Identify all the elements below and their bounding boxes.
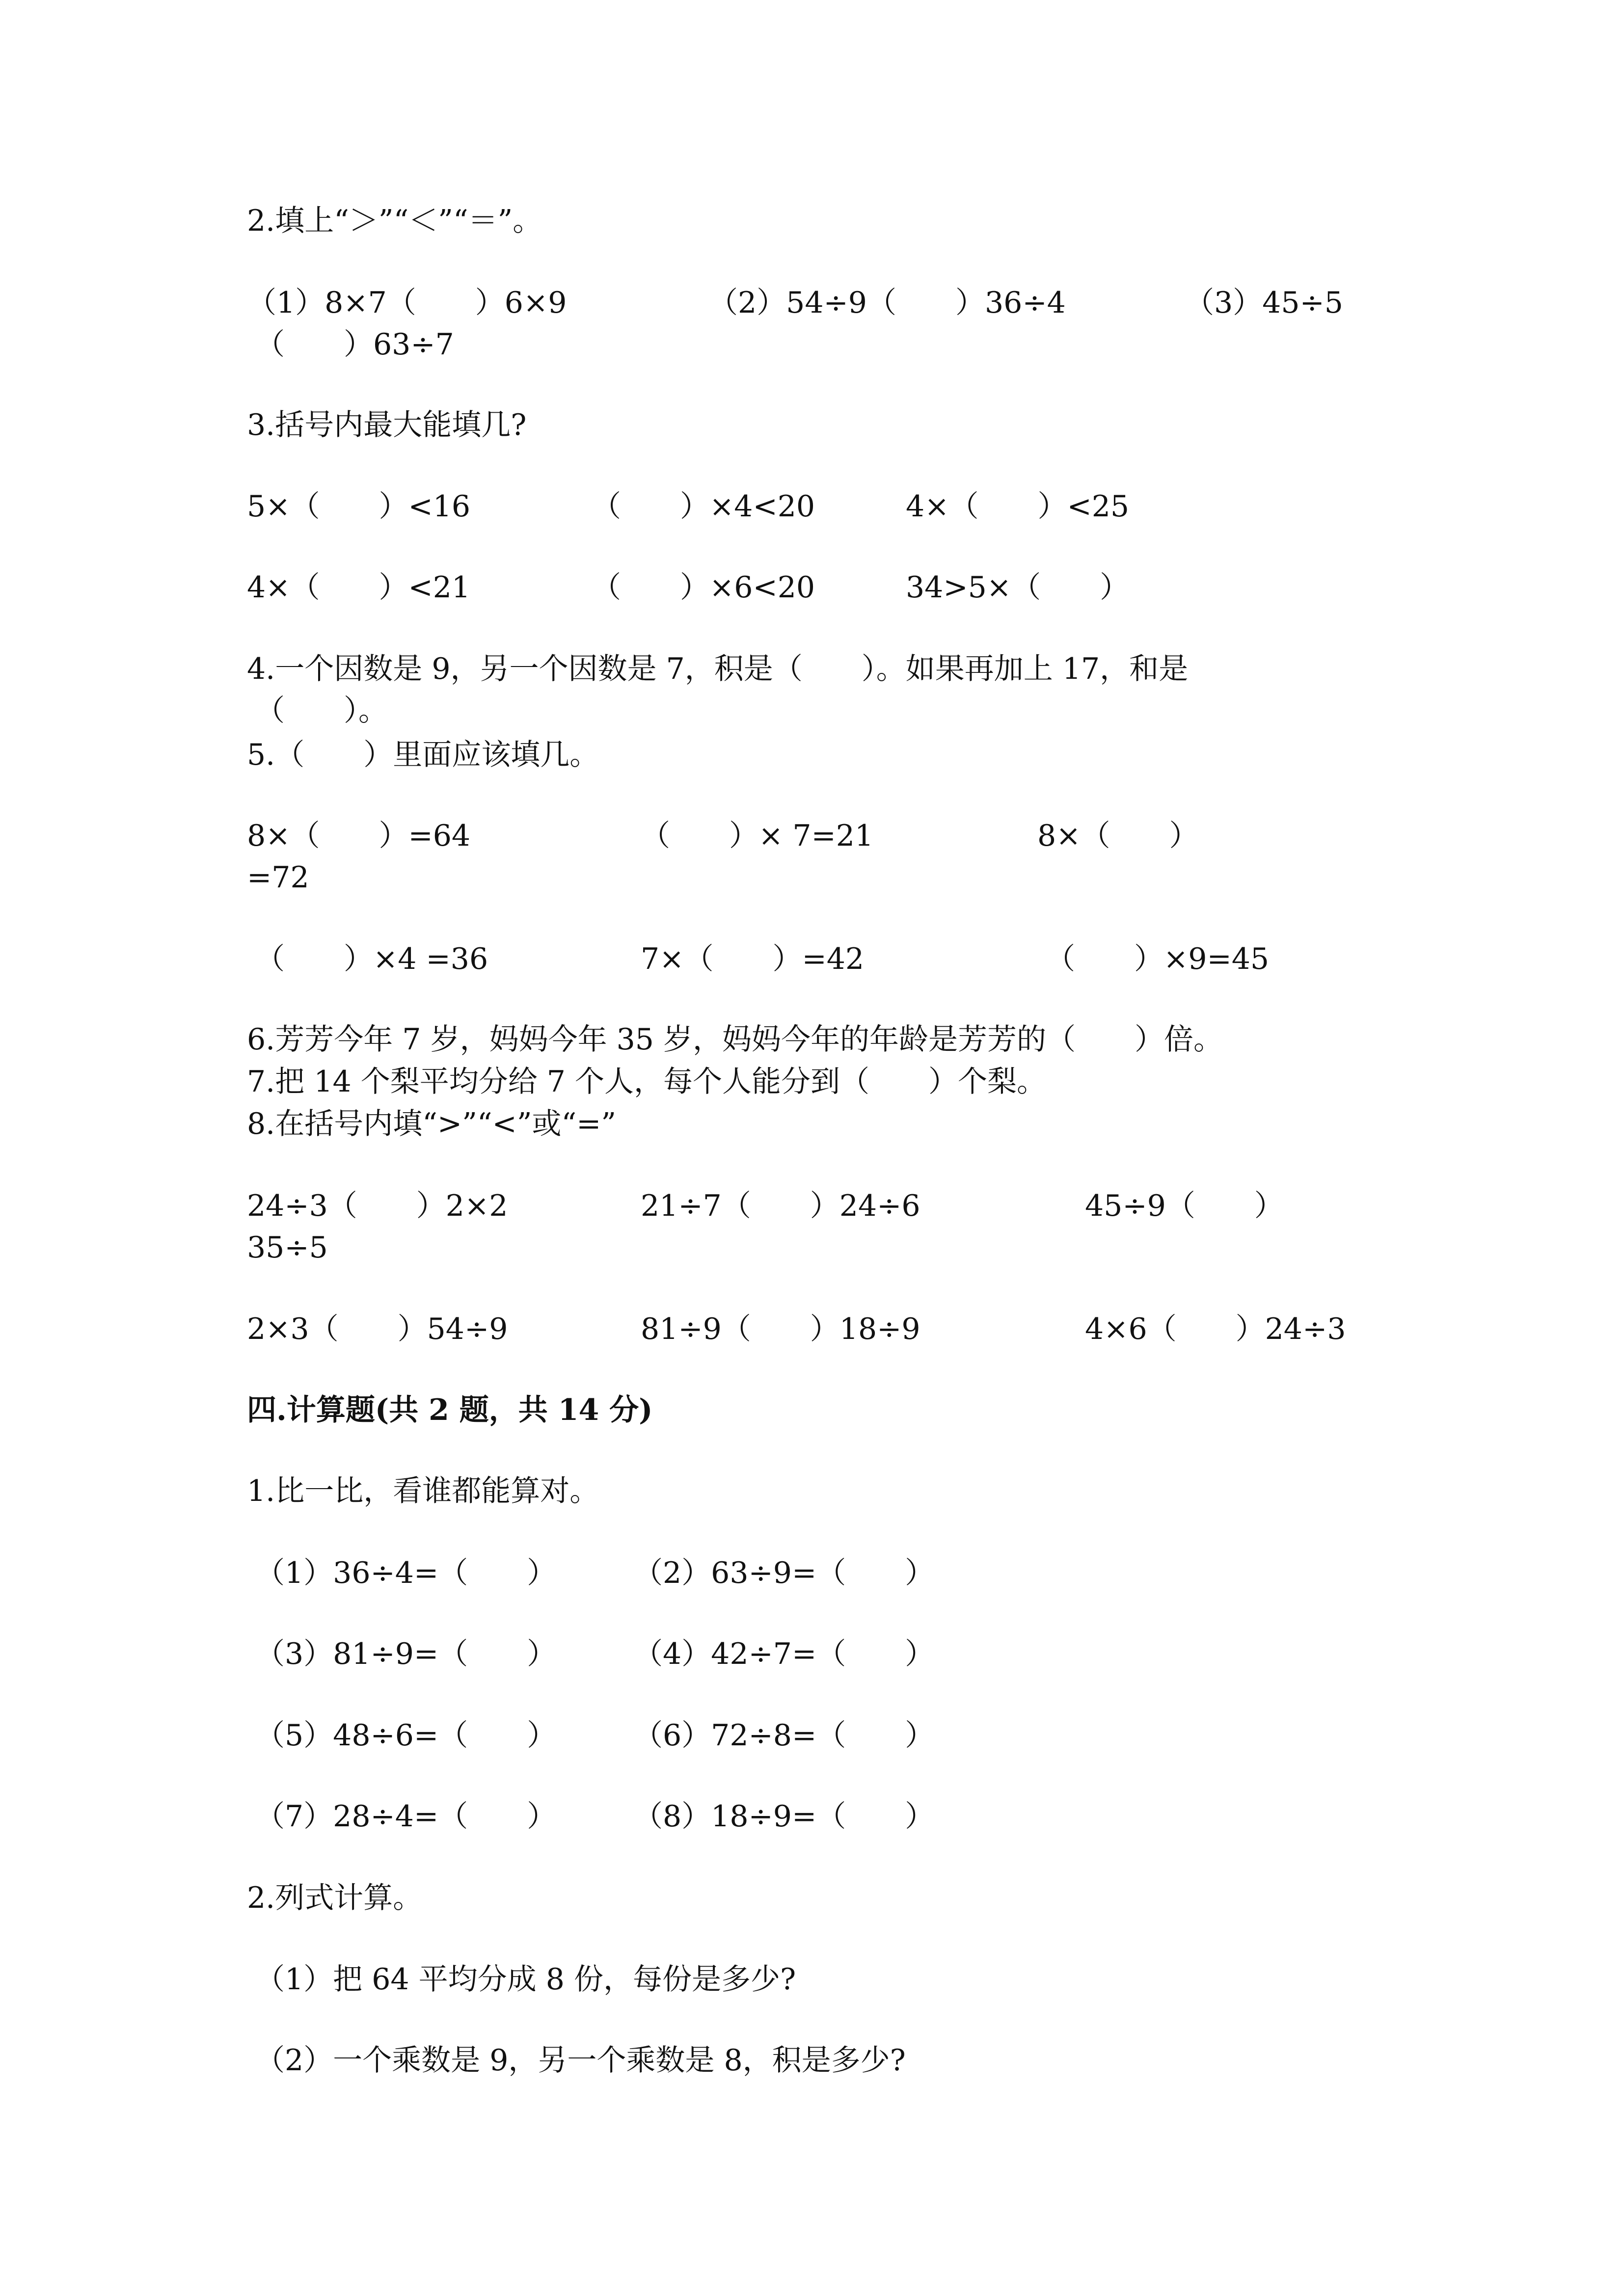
- question-7: 7.把 14 个梨平均分给 7 个人，每个人能分到（ ）个梨。: [247, 1065, 1047, 1099]
- question-5-title: 5.（ ）里面应该填几。: [247, 738, 599, 772]
- q2-item-2: （2）54÷9（ ）36÷4: [708, 286, 1066, 320]
- question-4-line-2: （ ）。: [255, 694, 388, 728]
- q5-row1-item-2: （ ）× 7=21: [641, 819, 874, 853]
- question-2-title: 2.填上“＞”“＜”“＝”。: [247, 204, 542, 238]
- q3-row1-item-3: 4×（ ）<25: [906, 489, 1130, 524]
- q5-row2-item-1: （ ）×4 =36: [255, 942, 488, 976]
- calc-1-item-8: （8）18÷9=（ ）: [633, 1799, 935, 1834]
- question-8-title: 8.在括号内填“>”“<”或“=”: [247, 1107, 617, 1141]
- q8-row2-item-3: 4×6（ ）24÷3: [1085, 1312, 1346, 1346]
- section-4-heading: 四.计算题(共 2 题，共 14 分): [247, 1393, 653, 1427]
- q2-item-3-continued: （ ）63÷7: [255, 327, 454, 362]
- calc-1-item-7: （7）28÷4=（ ）: [255, 1799, 557, 1834]
- calc-1-item-2: （2）63÷9=（ ）: [633, 1556, 935, 1590]
- q5-row1-item-3: 8×（ ）: [1037, 819, 1199, 853]
- q3-row2-item-3: 34>5×（ ）: [906, 570, 1130, 605]
- q2-item-3: （3）45÷5: [1185, 286, 1343, 320]
- calc-1-item-5: （5）48÷6=（ ）: [255, 1718, 557, 1753]
- q8-row1-item-3-continued: 35÷5: [247, 1230, 328, 1265]
- q8-row1-item-1: 24÷3（ ）2×2: [247, 1189, 508, 1223]
- q8-row1-item-2: 21÷7（ ）24÷6: [641, 1189, 920, 1223]
- calc-2-item-1: （1）把 64 平均分成 8 份，每份是多少?: [255, 1962, 796, 1997]
- q2-item-1: （1）8×7（ ）6×9: [247, 286, 567, 320]
- calc-1-item-4: （4）42÷7=（ ）: [633, 1637, 935, 1671]
- q5-row2-item-3: （ ）×9=45: [1046, 942, 1270, 976]
- question-4-line-1: 4.一个因数是 9，另一个因数是 7，积是（ ）。如果再加上 17，和是: [247, 652, 1189, 686]
- q8-row2-item-1: 2×3（ ）54÷9: [247, 1312, 508, 1346]
- q5-row1-item-3-continued: =72: [247, 860, 309, 895]
- calc-2-item-2: （2）一个乘数是 9，另一个乘数是 8，积是多少?: [255, 2043, 906, 2078]
- q3-row1-item-1: 5×（ ）<16: [247, 489, 471, 524]
- q3-row1-item-2: （ ）×4<20: [592, 489, 815, 524]
- q8-row1-item-3: 45÷9（ ）: [1085, 1189, 1284, 1223]
- calc-1-item-6: （6）72÷8=（ ）: [633, 1718, 935, 1753]
- q3-row2-item-1: 4×（ ）<21: [247, 570, 471, 605]
- q5-row1-item-1: 8×（ ）=64: [247, 819, 471, 853]
- calc-1-item-1: （1）36÷4=（ ）: [255, 1556, 557, 1590]
- question-6: 6.芳芳今年 7 岁，妈妈今年 35 岁，妈妈今年的年龄是芳芳的（ ）倍。: [247, 1022, 1223, 1057]
- q3-row2-item-2: （ ）×6<20: [592, 570, 815, 605]
- q8-row2-item-2: 81÷9（ ）18÷9: [641, 1312, 920, 1346]
- question-3-title: 3.括号内最大能填几?: [247, 408, 527, 442]
- q5-row2-item-2: 7×（ ）=42: [641, 942, 865, 976]
- calc-1-title: 1.比一比，看谁都能算对。: [247, 1474, 599, 1508]
- calc-2-title: 2.列式计算。: [247, 1881, 423, 1915]
- calc-1-item-3: （3）81÷9=（ ）: [255, 1637, 557, 1671]
